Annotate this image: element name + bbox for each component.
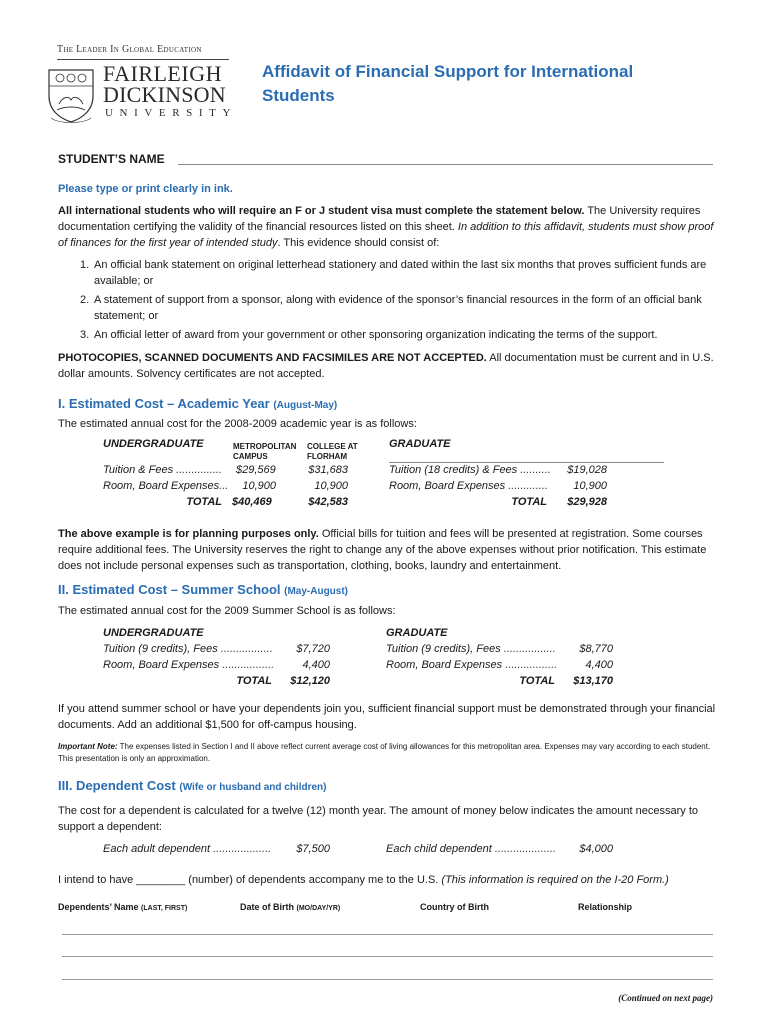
table-row [386,642,556,657]
logo-name-line3: UNIVERSITY [105,107,237,119]
continued-note: (Continued on next page) [618,993,713,1003]
row-dots: ................... [213,843,272,855]
section1-graduate-label: GRADUATE [389,438,451,450]
intro-bold-text: All international students who will require an F or J student visa must complete the statement below. [58,205,585,217]
col-dob-label: Date of Birth [240,902,294,912]
total-value-metro: $40,469 [232,496,272,508]
section2-heading [58,582,348,597]
row-value: $8,770 [579,643,613,655]
section2-undergrad-label: UNDERGRADUATE [103,627,204,639]
table-row [103,463,222,478]
row-dots: .......... [520,464,551,476]
row-dots: ................. [503,643,556,655]
col-name-sub: (LAST, FIRST) [141,905,188,912]
intro-italic-text: In addition to this affidavit, students must show proof of finances for the first year of intended study [58,221,714,249]
planning-note [58,526,718,574]
logo-name-line1: FAIRLEIGH [103,61,222,86]
table-row [386,658,557,673]
row-label: Room, Board Expenses [103,659,220,671]
row-label: Tuition (9 credits), Fees [103,643,218,655]
row-value: 4,400 [585,659,613,671]
table-row [389,463,551,478]
section3-heading [58,778,327,793]
planning-note-text: Official bills for tuition and fees will be presented at registration. Some courses require additional fees. The University reserves the right to change any of the above expenses without prior notification. This estimate does not include personal expenses such as transportation, clothing, books, laundry and entertainment. [58,528,707,572]
adult-label: Each adult dependent [103,843,211,855]
total-value: $12,120 [290,675,330,687]
section2-intro: The estimated annual cost for the 2009 Summer School is as follows: [58,605,396,617]
dependents-intent-note: (This information is required on the I-20 Form.) [441,874,669,886]
list-item-number: 1. [80,259,90,271]
intro-paragraph [58,203,718,251]
list-item [58,257,718,289]
important-note-label: Important Note: [58,742,118,751]
table-row [389,479,548,494]
dependent-entry-line-1[interactable] [62,934,713,935]
child-value: $4,000 [579,843,613,855]
row-label: Tuition (18 credits) & Fees [389,464,518,476]
section2-subtitle: (May-August) [284,586,349,597]
university-crest-icon [45,66,97,124]
table-row [103,658,274,673]
col-dependents-name [58,902,187,912]
row-value-florham: 10,900 [314,480,348,492]
section1-title: I. Estimated Cost – Academic Year [58,396,270,411]
total-label: TOTAL [186,496,222,508]
list-item-text: An official letter of award from your government or other sponsoring organization indicating the terms of the support. [94,329,658,341]
student-name-field[interactable] [178,164,713,165]
col-relationship: Relationship [578,902,633,912]
row-label: Room, Board Expenses [389,480,506,492]
row-value-metro: 10,900 [242,480,276,492]
important-note-text: The expenses listed in Section I and II above reflect current average cost of living allowances for this metropolitan area. Expenses may vary according to each student. This presentation is only an approximation. [58,742,711,763]
planning-note-bold: The above example is for planning purposes only. [58,528,319,540]
section3-subtitle: (Wife or husband and children) [179,782,327,793]
section1-subtitle: (August-May) [273,400,338,411]
important-note [58,741,718,765]
logo-divider [57,59,229,60]
list-item-text: An official bank statement on original letterhead stationery and dated within the last six months that proves sufficient funds are available; or [94,259,707,287]
table-row [103,642,273,657]
photocopies-notice [58,350,718,382]
dependent-entry-line-3[interactable] [62,979,713,980]
summer-note: If you attend summer school or have your dependents join you, sufficient financial support must be demonstrated through your financial documents. Add an additional $1,500 for off-campus housing. [58,703,716,731]
total-label: TOTAL [511,496,547,508]
col-country-of-birth: Country of Birth [420,902,489,912]
list-item [58,327,718,343]
total-value: $13,170 [573,675,613,687]
section3-intro: The cost for a dependent is calculated for a twelve (12) month year. The amount of money below indicates the amount necessary to support a dependent: [58,805,698,833]
row-label: Tuition & Fees [103,464,174,476]
table-row [103,479,228,494]
list-item-text: A statement of support from a sponsor, along with evidence of the sponsor’s financial resources in the form of an official bank statement; or [94,294,702,322]
student-name-label: STUDENT’S NAME [58,152,165,166]
intro-text: The University requires documentation certifying the validity of the financial resources listed on this sheet. [58,205,701,233]
row-dots: ................. [505,659,558,671]
total-label: TOTAL [236,675,272,687]
logo-name-line2: DICKINSON [103,82,226,107]
col-dob-sub: (MO/DAY/YR) [296,905,341,912]
total-value-florham: $42,583 [308,496,348,508]
row-value: 10,900 [573,480,607,492]
document-title: Affidavit of Financial Support for International Students [262,62,634,105]
row-dots: ................. [220,643,273,655]
row-label: Room, Board Expenses [386,659,503,671]
intro-end-text: . This evidence should consist of: [277,237,440,249]
list-item [58,292,718,324]
row-value-florham: $31,683 [308,464,348,476]
row-dots: ............. [508,480,548,492]
col-college-florham: COLLEGE AT FLORHAM [307,442,358,461]
row-value: $7,720 [296,643,330,655]
list-item-number: 2. [80,294,90,306]
dependents-number-field[interactable] [136,874,186,889]
section1-undergrad-label: UNDERGRADUATE [103,438,204,450]
dependents-intent-text: I intend to have ________ (number) of dependents accompany me to the U.S. [58,874,442,886]
col-metropolitan-campus: METROPOLITAN CAMPUS [233,442,297,461]
row-dots: ................. [222,659,275,671]
adult-value: $7,500 [296,843,330,855]
section1-intro: The estimated annual cost for the 2008-2009 academic year is as follows: [58,418,417,430]
section2-graduate-label: GRADUATE [386,627,448,639]
col-name-label: Dependents’ Name [58,902,139,912]
dependent-adult-row [103,842,271,857]
row-value: 4,400 [302,659,330,671]
row-dots: ............... [176,464,223,476]
section1-heading [58,396,337,411]
row-value-metro: $29,569 [236,464,276,476]
row-label: Room, Board Expenses [103,480,220,492]
evidence-list [58,257,718,346]
total-label: TOTAL [519,675,555,687]
child-label: Each child dependent [386,843,492,855]
dependent-child-row [386,842,556,857]
photocopies-text: All documentation must be current and in U.S. dollar amounts. Solvency certificates are not accepted. [58,352,714,380]
logo-tagline: The Leader In Global Education [57,44,202,55]
col-date-of-birth [240,902,340,912]
section2-title: II. Estimated Cost – Summer School [58,582,281,597]
total-value: $29,928 [567,496,607,508]
row-value: $19,028 [567,464,607,476]
list-item-number: 3. [80,329,90,341]
row-dots: .................... [494,843,556,855]
section3-title: III. Dependent Cost [58,778,176,793]
row-label: Tuition (9 credits), Fees [386,643,501,655]
dependent-entry-line-2[interactable] [62,956,713,957]
photocopies-bold-text: PHOTOCOPIES, SCANNED DOCUMENTS AND FACSIMILES ARE NOT ACCEPTED. [58,352,487,364]
type-print-instruction: Please type or print clearly in ink. [58,183,233,195]
row-dots: ... [219,480,229,492]
